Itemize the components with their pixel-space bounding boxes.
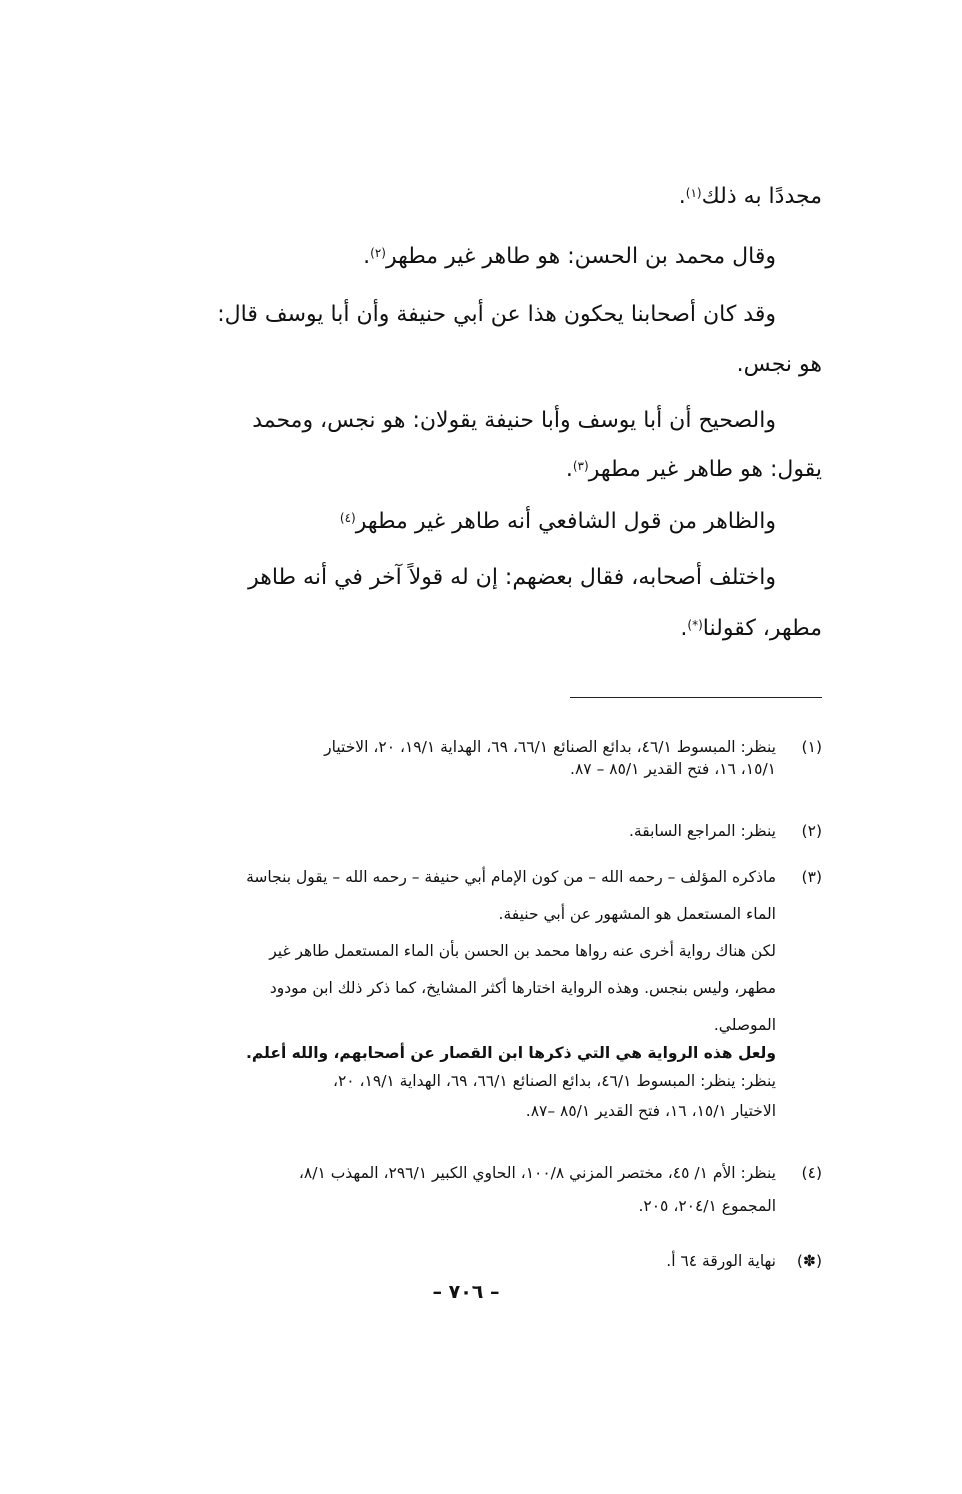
footnote-text: مطهر، وليس بنجس. وهذه الرواية اختارها أكثر المشايخ، كما ذكر ذلك ابن مودود: [269, 979, 776, 997]
text: .: [678, 184, 686, 209]
footnote-number: (٤): [801, 1164, 822, 1182]
footnote-text: ١٥/١، ١٦، فتح القدير ٨٥/١ – ٨٧.: [570, 760, 776, 778]
footnote-ref-4[interactable]: (٤): [339, 511, 356, 525]
footnote-number: (٢): [801, 822, 822, 840]
text-line-2: [363, 242, 776, 272]
footnote-ref-2[interactable]: (٢): [370, 246, 386, 260]
footnote-text: ينظر: الأم ١/ ٤٥، مختصر المزني ١٠٠/٨، الحاوي الكبير ٢٩٦/١، المهذب ٨/١،: [298, 1164, 776, 1182]
text: .: [680, 616, 688, 641]
text: يقول: هو طاهر غير مطهر: [588, 457, 822, 482]
text-line-3: وقد كان أصحابنا يحكون هذا عن أبي حنيفة وأن أبا يوسف قال:: [217, 302, 776, 327]
footnote-ref-1[interactable]: (١): [685, 186, 702, 200]
footnote-3: [110, 866, 822, 1122]
footnote-text-bold: ولعل هذه الرواية هي التي ذكرها ابن القصار عن أصحابهم، والله أعلم.: [245, 1044, 776, 1062]
footnote-text: الاختيار ١٥/١، ١٦، فتح القدير ٨٥/١ –٨٧.: [525, 1102, 776, 1120]
footnote-text: نهاية الورقة ٦٤ أ.: [666, 1252, 776, 1270]
footnote-text: الماء المستعمل هو المشهور عن أبي حنيفة.: [498, 905, 776, 923]
footnote-ref-3[interactable]: (٣): [572, 459, 589, 473]
text: مجددًا به ذلك: [701, 184, 822, 209]
document-page: [110, 0, 822, 1494]
footnote-1: [110, 736, 822, 780]
text-line-6: [566, 455, 822, 485]
footnote-number: (٣): [801, 868, 822, 886]
footnote-ref-star[interactable]: (*): [687, 618, 703, 632]
text: وقال محمد بن الحسن: هو طاهر غير مطهر: [385, 244, 776, 269]
footnote-number: (✽): [796, 1252, 822, 1270]
text: مطهر، كقولنا: [702, 616, 822, 641]
footnote-text: ماذكره المؤلف – رحمه الله – من كون الإمام أبي حنيفة – رحمه الله – يقول بنجاسة: [246, 868, 776, 886]
text-line-9: [680, 614, 822, 644]
footnote-text: الموصلي.: [713, 1016, 776, 1034]
text-line-1: [679, 182, 822, 212]
text-line-5: والصحيح أن أبا يوسف وأبا حنيفة يقولان: هو نجس، ومحمد: [252, 408, 776, 433]
page-number: – ٧٠٦ –: [432, 1281, 500, 1303]
footnote-4: [110, 1162, 822, 1217]
text-line-7: [340, 507, 776, 537]
footnote-separator: [570, 697, 822, 698]
footnote-text: ينظر: المبسوط ٤٦/١، بدائع الصنائع ٦٦/١، ٦٩، الهداية ١٩/١، ٢٠، الاختيار: [324, 738, 776, 756]
footnote-text: لكن هناك رواية أخرى عنه رواها محمد بن الحسن بأن الماء المستعمل طاهر غير: [269, 942, 776, 960]
footnote-number: (١): [801, 738, 822, 756]
text: .: [565, 457, 573, 482]
footnote-2: [110, 820, 822, 842]
footnote-star: [110, 1250, 822, 1272]
footnote-text: ينظر: المراجع السابقة.: [629, 822, 776, 840]
text: والظاهر من قول الشافعي أنه طاهر غير مطهر: [355, 509, 776, 534]
footnote-text: ينظر: ينظر: المبسوط ٤٦/١، بدائع الصنائع ٦٦/١، ٦٩، الهداية ١٩/١، ٢٠،: [332, 1072, 776, 1090]
text-line-8: واختلف أصحابه، فقال بعضهم: إن له قولاً آخر في أنه طاهر: [248, 565, 776, 590]
text-line-4: هو نجس.: [736, 352, 822, 377]
text: .: [363, 244, 371, 269]
footnote-text: المجموع ٢٠٤/١، ٢٠٥.: [638, 1197, 776, 1215]
